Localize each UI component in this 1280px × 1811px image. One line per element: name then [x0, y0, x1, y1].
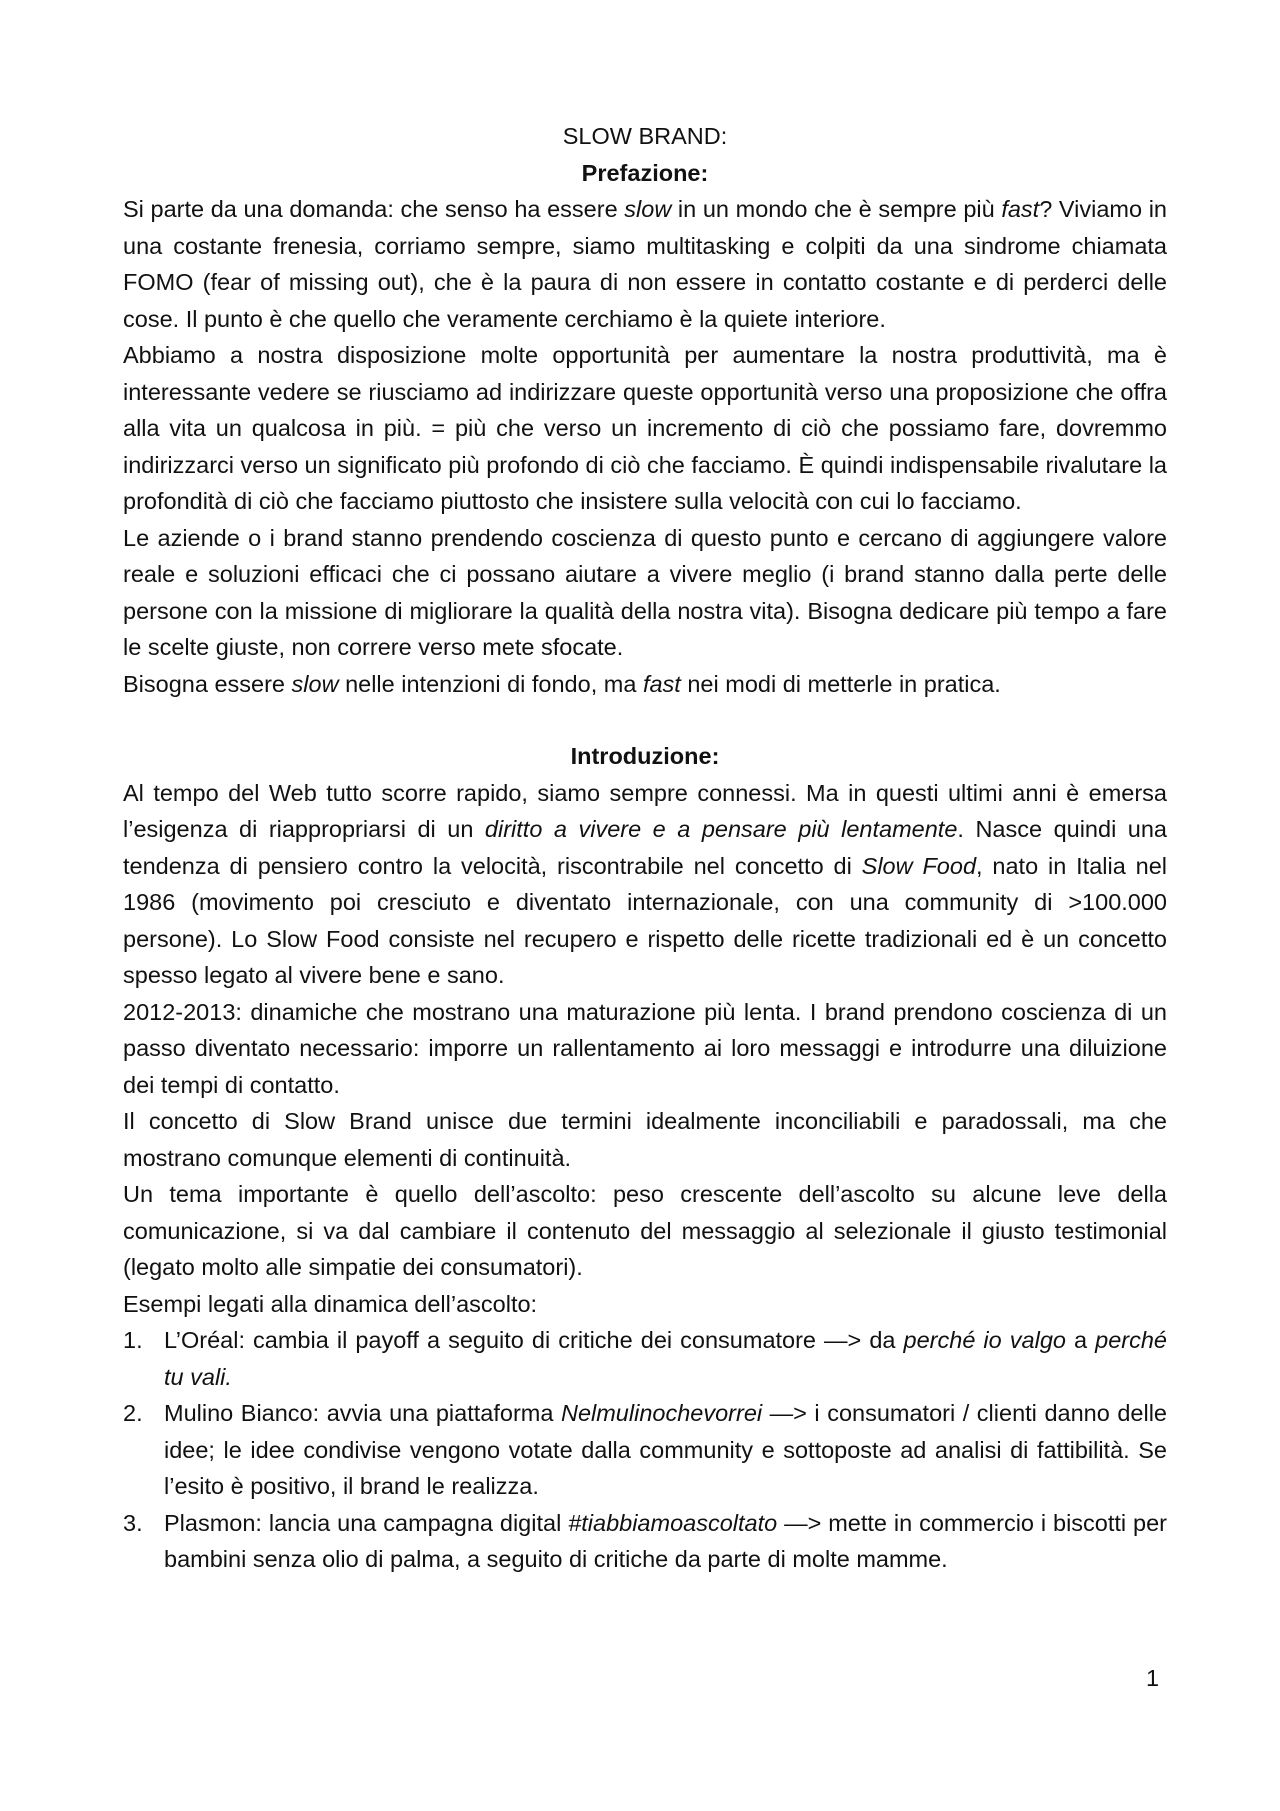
examples-list	[123, 1322, 1167, 1578]
paragraph: Un tema importante è quello dell’ascolto: peso crescente dell’ascolto su alcune leve della comunicazione, si va dal cambiare il contenuto del messaggio al selezionale il giusto testimonial (legato molto alle simpatie dei consumatori).	[123, 1181, 1167, 1280]
list-item-text: Plasmon: lancia una campagna digital #tiabbiamoascoltato —> mette in commercio i biscotti per bambini senza olio di palma, a seguito di critiche da parte di molte mamme.	[164, 1509, 1167, 1572]
list-item-text: Mulino Bianco: avvia una piattaforma Nelmulinochevorrei —> i consumatori / clienti danno delle idee; le idee condivise vengono votate dalla community e sottoposte ad analisi di fattibilità. Se l’esito è positivo, il brand le realizza.	[164, 1400, 1167, 1499]
list-item	[123, 1505, 1167, 1578]
italic-text: diritto a vivere e a pensare più lentamente	[484, 816, 958, 842]
paragraph: Il concetto di Slow Brand unisce due termini idealmente inconciliabili e paradossali, ma che mostrano comunque elementi di continuità.	[123, 1108, 1167, 1171]
list-item	[123, 1395, 1167, 1505]
list-item-number: 3.	[123, 1509, 143, 1536]
document-page	[123, 118, 1167, 1578]
paragraph: Si parte da una domanda: che senso ha essere slow in un mondo che è sempre più fast? Viviamo in una costante frenesia, corriamo sempre, siamo multitasking e colpiti da una sindrome chiamata FOMO (fear of missing out), che è la paura di non essere in contatto costante e di perderci delle cose. Il punto è che quello che veramente cerchiamo è la quiete interiore.	[123, 196, 1167, 332]
italic-text: #tiabbiamoascoltato	[568, 1509, 778, 1536]
list-item	[123, 1322, 1167, 1395]
paragraph: Al tempo del Web tutto scorre rapido, siamo sempre connessi. Ma in questi ultimi anni è emersa l’esigenza di riappropriarsi di un diritto a vivere e a pensare più lentamente. Nasce quindi una tendenza di pensiero contro la velocità, riscontrabile nel concetto di Slow Food, nato in Italia nel 1986 (movimento poi cresciuto e diventato internazionale, con una community di >100.000 persone). Lo Slow Food consiste nel recupero e rispetto delle ricette tradizionali ed è un concetto spesso legato al vivere bene e sano.	[123, 779, 1168, 988]
italic-text: Slow Food	[861, 852, 977, 879]
italic-text: perché io valgo	[903, 1327, 1066, 1353]
italic-text: slow	[624, 196, 672, 222]
italic-text: fast	[642, 670, 681, 697]
italic-text: fast	[1001, 196, 1040, 222]
italic-text: perché tu vali.	[164, 1327, 1167, 1390]
heading-introduzione: Introduzione:	[570, 743, 720, 769]
paragraph: 2012-2013: dinamiche che mostrano una maturazione più lenta. I brand prendono coscienza di un passo diventato necessario: imporre un rallentamento ai loro messaggi e introdurre una diluizione dei tempi di contatto.	[123, 998, 1167, 1098]
list-item-text: L’Oréal: cambia il payoff a seguito di critiche dei consumatore —> da perché io valgo a perché tu vali.	[164, 1327, 1167, 1390]
paragraph: Le aziende o i brand stanno prendendo coscienza di questo punto e cercano di aggiungere valore reale e soluzioni efficaci che ci possano aiutare a vivere meglio (i brand stanno dalla perte delle persone con la missione di migliorare la qualità della nostra vita). Bisogna dedicare più tempo a fare le scelte giuste, non correre verso mete sfocate.	[123, 524, 1167, 660]
italic-text: slow	[291, 670, 339, 697]
list-item-number: 1.	[123, 1327, 143, 1353]
document-title: SLOW BRAND:	[562, 123, 728, 149]
paragraph: Abbiamo a nostra disposizione molte opportunità per aumentare la nostra produttività, ma è interessante vedere se riusciamo ad indirizzare queste opportunità verso una proposizione che offra alla vita un qualcosa in più. = più che verso un incremento di ciò che possiamo fare, dovremmo indirizzarci verso un significato più profondo di ciò che facciamo. È quindi indispensabile rivalutare la profondità di ciò che facciamo piuttosto che insistere sulla velocità con cui lo facciamo.	[123, 342, 1167, 514]
italic-text: Nelmulinochevorrei	[560, 1400, 763, 1426]
heading-prefazione: Prefazione:	[581, 159, 709, 186]
section-gap	[123, 702, 1167, 738]
list-item-number: 2.	[123, 1400, 143, 1426]
paragraph: Esempi legati alla dinamica dell’ascolto:	[123, 1290, 538, 1317]
page-number: 1	[1146, 1665, 1160, 1691]
paragraph: Bisogna essere slow nelle intenzioni di fondo, ma fast nei modi di metterle in pratica.	[123, 670, 1001, 697]
